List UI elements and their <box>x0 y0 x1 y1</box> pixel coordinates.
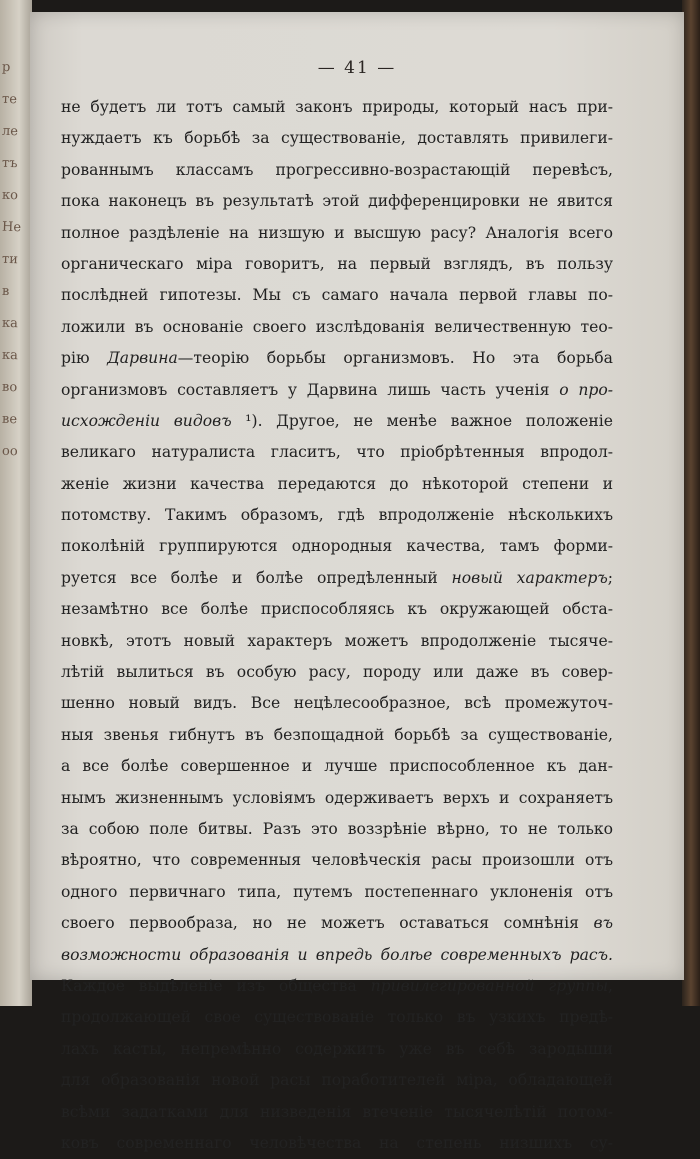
text-line <box>61 437 613 468</box>
text-run: ныя звенья гибнутъ въ безпощадной борьбѣ за существованіе, <box>61 725 613 744</box>
italic-text-run: новый характеръ <box>451 568 608 587</box>
text-run: органическаго міра говоритъ, на первый взглядъ, въ пользу <box>61 254 613 273</box>
margin-fragment: ка <box>1 347 19 364</box>
page-number: — 41 — <box>317 58 397 78</box>
text-line <box>61 469 613 500</box>
text-run: для образованія новой расы поработителей міра, обладающей <box>61 1071 613 1090</box>
text-run: лѣтій вылиться въ особую расу, породу или даже въ совер- <box>61 663 613 682</box>
italic-text-run: о про- <box>559 380 613 399</box>
margin-fragment: оо <box>1 443 18 460</box>
margin-fragment: Не <box>1 219 22 236</box>
text-line <box>61 500 613 531</box>
text-run: всѣми задатками для низведенія втеченіе тысячелѣтій потом- <box>61 1102 613 1121</box>
text-run: ковъ современнаго человѣчества на степень низшихъ су- <box>61 1133 613 1152</box>
text-run: рованнымъ классамъ прогрессивно-возрастающій перевѣсъ, <box>61 160 613 179</box>
text-line <box>61 280 613 311</box>
text-line <box>61 1128 613 1159</box>
text-line <box>61 1097 613 1128</box>
text-line <box>61 343 613 374</box>
italic-text-run: привилегированной группы <box>370 976 609 995</box>
text-line <box>61 814 613 845</box>
text-line <box>61 406 613 437</box>
text-line <box>61 123 613 154</box>
text-run: шенно новый видъ. Все нецѣлесообразное, всѣ промежуточ- <box>61 694 613 713</box>
italic-text-run: въ <box>593 914 613 933</box>
adjacent-page-edge <box>0 0 32 1006</box>
text-run: нуждаетъ къ борьбѣ за существованіе, доставлять привилеги- <box>61 129 613 148</box>
text-run: организмовъ составляетъ у Дарвина лишь часть ученія <box>61 380 560 399</box>
text-run: ; <box>607 568 613 587</box>
text-line <box>61 657 613 688</box>
text-run: женіе жизни качества передаются до нѣкоторой степени и <box>61 474 613 493</box>
text-line <box>61 720 613 751</box>
text-run: нымъ жизненнымъ условіямъ одерживаетъ верхъ и сохраняетъ <box>61 788 613 807</box>
text-run: —теорію борьбы организмовъ. Но эта борьба <box>177 349 613 368</box>
text-line <box>61 1065 613 1096</box>
text-line <box>61 940 613 971</box>
italic-text-run: возможности образованія и впредь болѣе современныхъ расъ. <box>61 945 613 964</box>
text-run: послѣдней гипотезы. Мы съ самаго начала первой главы по- <box>61 286 613 305</box>
book-cover-edge <box>682 0 700 1006</box>
text-run: полное раздѣленіе на низшую и высшую расу? Аналогія всего <box>61 223 613 242</box>
text-run: , <box>608 976 613 995</box>
text-line <box>61 563 613 594</box>
text-line <box>61 783 613 814</box>
italic-text-run: исхожденіи видовъ <box>61 411 232 430</box>
margin-fragment: те <box>1 91 18 108</box>
text-line <box>61 1002 613 1033</box>
text-line <box>61 626 613 657</box>
text-line <box>61 688 613 719</box>
margin-fragment: р <box>1 59 11 76</box>
text-line <box>61 218 613 249</box>
text-run: лахъ касты, непремѣнно содержитъ уже въ себѣ зародыши <box>61 1039 613 1058</box>
text-line <box>61 312 613 343</box>
margin-fragment: в <box>1 283 10 300</box>
text-line <box>61 877 613 908</box>
text-run: новкѣ, этотъ новый характеръ можетъ впродолженіе тысяче- <box>61 631 613 650</box>
text-run: незамѣтно все болѣе приспособляясь къ окружающей обста- <box>61 600 613 619</box>
body-text <box>61 92 613 1159</box>
margin-fragment: ко <box>1 187 19 204</box>
text-run: за собою поле битвы. Разъ это воззрѣніе вѣрно, то не только <box>61 819 613 838</box>
text-line <box>61 92 613 123</box>
text-run: великаго натуралиста гласитъ, что пріобрѣтенныя впродол- <box>61 443 613 462</box>
text-run: ¹). Другое, не менѣе важное положеніе <box>231 411 613 430</box>
text-run: рію <box>61 349 108 368</box>
text-run: одного первичнаго типа, путемъ постепеннаго уклоненія отъ <box>61 882 613 901</box>
text-run: руется все болѣе и болѣе опредѣленный <box>61 568 452 587</box>
text-run: продолжающей свое существованіе только въ узкихъ предѣ- <box>61 1008 613 1027</box>
text-run: пока наконецъ въ результатѣ этой дифференцировки не явится <box>61 192 613 211</box>
text-line <box>61 155 613 186</box>
margin-fragment: ве <box>1 411 18 428</box>
margin-fragment: тъ <box>1 155 18 172</box>
text-run: вѣроятно, что современныя человѣческія расы произошли отъ <box>61 851 613 870</box>
text-line <box>61 751 613 782</box>
margin-fragment: ти <box>1 251 19 268</box>
text-run: Каждое выдѣленіе изъ общества <box>61 976 371 995</box>
margin-fragment: ка <box>1 315 19 332</box>
book-page <box>30 12 684 1152</box>
text-line <box>61 249 613 280</box>
text-run: потомству. Такимъ образомъ, гдѣ впродолженіе нѣсколькихъ <box>61 506 613 525</box>
text-line <box>61 971 613 1002</box>
text-line <box>61 908 613 939</box>
margin-fragment: во <box>1 379 18 396</box>
text-line <box>61 531 613 562</box>
italic-text-run: Дарвина <box>107 349 178 368</box>
text-line <box>61 1034 613 1065</box>
margin-fragment: ле <box>1 123 19 140</box>
text-run: своего первообраза, но не можетъ оставаться сомнѣнія <box>61 914 594 933</box>
text-run: поколѣній группируются однородныя качества, тамъ форми- <box>61 537 613 556</box>
text-run: ложили въ основаніе своего изслѣдованія величественную тео- <box>61 317 613 336</box>
text-line <box>61 186 613 217</box>
text-line <box>61 375 613 406</box>
text-run: не будетъ ли тотъ самый законъ природы, который насъ при- <box>61 98 613 116</box>
text-run: а все болѣе совершенное и лучше приспособленное къ дан- <box>61 757 613 776</box>
text-line <box>61 594 613 625</box>
text-line <box>61 845 613 876</box>
